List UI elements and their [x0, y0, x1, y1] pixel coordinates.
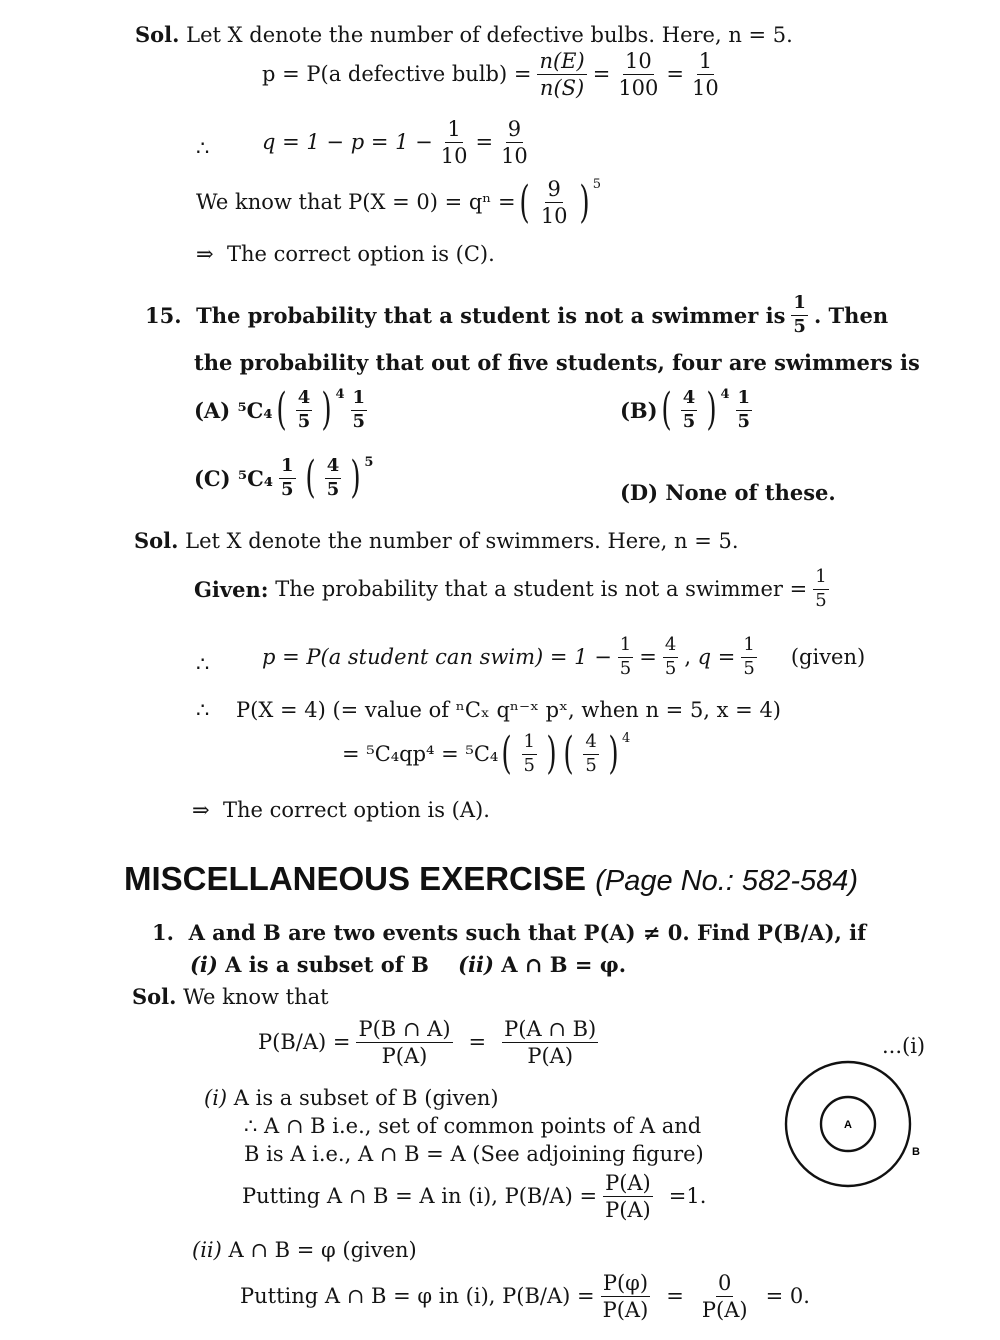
part-ii-result: Putting A ∩ B = φ in (i), P(B/A) = $\frac{P(\varphi)}{P(A)}$ = $\frac{0}{P(A)}$ = 0.	[240, 1271, 810, 1323]
part-i-result: Putting A ∩ B = A in (i), P(B/A) = $\frac{P(A)}{P(A)}$ =1.	[242, 1171, 707, 1223]
p-swim-equation: p = P(a student can swim) = 1 − $\frac{1}{5}$ = $\frac{4}{5}$ , q = $\frac{1}{5}$ (given)	[262, 634, 866, 679]
set-b-label: B	[912, 1146, 920, 1158]
q1-stem: 1. A and B are two events such that P(A) ≠ 0. Find P(B/A), if	[152, 920, 867, 945]
fraction: $\frac{1}{10}$	[440, 117, 468, 169]
conditional-formula: P(B/A) = $\frac{P(B \cap A)}{P(A)}$ = $\frac{P(A \cap B)}{P(A)}$	[258, 1017, 597, 1069]
q15-stem: 15. The probability that a student is not a swimmer is $\frac{1}{5}$ . Then	[145, 292, 889, 337]
section-heading: MISCELLANEOUS EXERCISE (Page No.: 582-584)	[124, 860, 859, 897]
sol-label: Sol.	[134, 528, 179, 553]
option-d[interactable]: (D) None of these.	[620, 480, 836, 505]
part-i-line3: B is A i.e., A ∩ B = A (See adjoining figure)	[244, 1142, 704, 1166]
sol-label: Sol.	[135, 22, 180, 47]
part-i-line: (i) A is a subset of B (given)	[204, 1086, 499, 1110]
part-i-line2: ∴ A ∩ B i.e., set of common points of A and	[244, 1114, 702, 1138]
part-ii-line: (ii) A ∩ B = φ (given)	[192, 1238, 417, 1262]
q-equation: q = 1 − p = 1 − $\frac{1}{10}$ = $\frac{9}{10}$	[262, 117, 528, 169]
conclusion-14: ⇒ The correct option is (C).	[196, 242, 495, 266]
px4-line: P(X = 4) (= value of ⁿCₓ qⁿ⁻ˣ pˣ, when n = 5, x = 4)	[236, 698, 781, 722]
conclusion-15: ⇒ The correct option is (A).	[192, 798, 490, 822]
px0-line: We know that P(X = 0) = qⁿ = ( $\frac{9}{10}$ ) $^5$	[196, 176, 601, 229]
q1-parts: (i) A is a subset of B (ii) A ∩ B = φ.	[190, 952, 627, 977]
q15-stem-2: the probability that out of five students, four are swimmers is	[194, 350, 920, 375]
power-expression: ( $\frac{9}{10}$ )	[519, 176, 590, 229]
therefore-symbol: ∴	[196, 136, 210, 160]
therefore-symbol: ∴	[196, 698, 210, 722]
fraction: $\frac{9}{10}$	[501, 117, 528, 169]
expansion-line: = ⁵C₄qp⁴ = ⁵C₄ ( $\frac{1}{5}$ ) ( $\frac{4}{5}$ ) $^4$	[342, 728, 631, 779]
implies-arrow-icon: ⇒	[192, 798, 210, 822]
option-a[interactable]: (A) ⁵C₄ ( $\frac{4}{5}$ ) $^4$ $\frac{1}{5}$	[194, 384, 366, 435]
sol1-intro: Sol. We know that	[132, 984, 329, 1009]
given-line: Given: The probability that a student is not a swimmer = $\frac{1}{5}$	[194, 566, 827, 611]
option-c[interactable]: (C) ⁵C₄ $\frac{1}{5}$ ( $\frac{4}{5}$ ) $^5$	[194, 452, 374, 503]
fraction: $\frac{10}{100}$	[618, 49, 659, 101]
fraction: $\frac{n(E)}{n(S)}$	[539, 49, 585, 101]
sol15-line1: Sol. Let X denote the number of swimmers. Here, n = 5.	[134, 528, 739, 553]
fraction: $\frac{1}{10}$	[692, 49, 719, 101]
p-equation: p = P(a defective bulb) = $\frac{n(E)}{n(S)}$ = $\frac{10}{100}$ = $\frac{1}{10}$	[262, 49, 719, 101]
venn-diagram	[780, 1058, 930, 1218]
therefore-symbol: ∴	[196, 652, 210, 676]
sol14-line1: Sol. Let X denote the number of defective bulbs. Here, n = 5.	[135, 22, 793, 47]
option-b[interactable]: (B) ( $\frac{4}{5}$ ) $^4$ $\frac{1}{5}$	[620, 384, 751, 435]
set-a-label: A	[844, 1119, 852, 1131]
implies-arrow-icon: ⇒	[196, 242, 214, 266]
sol-label: Sol.	[132, 984, 177, 1009]
equation-tag: ...(i)	[882, 1034, 926, 1058]
